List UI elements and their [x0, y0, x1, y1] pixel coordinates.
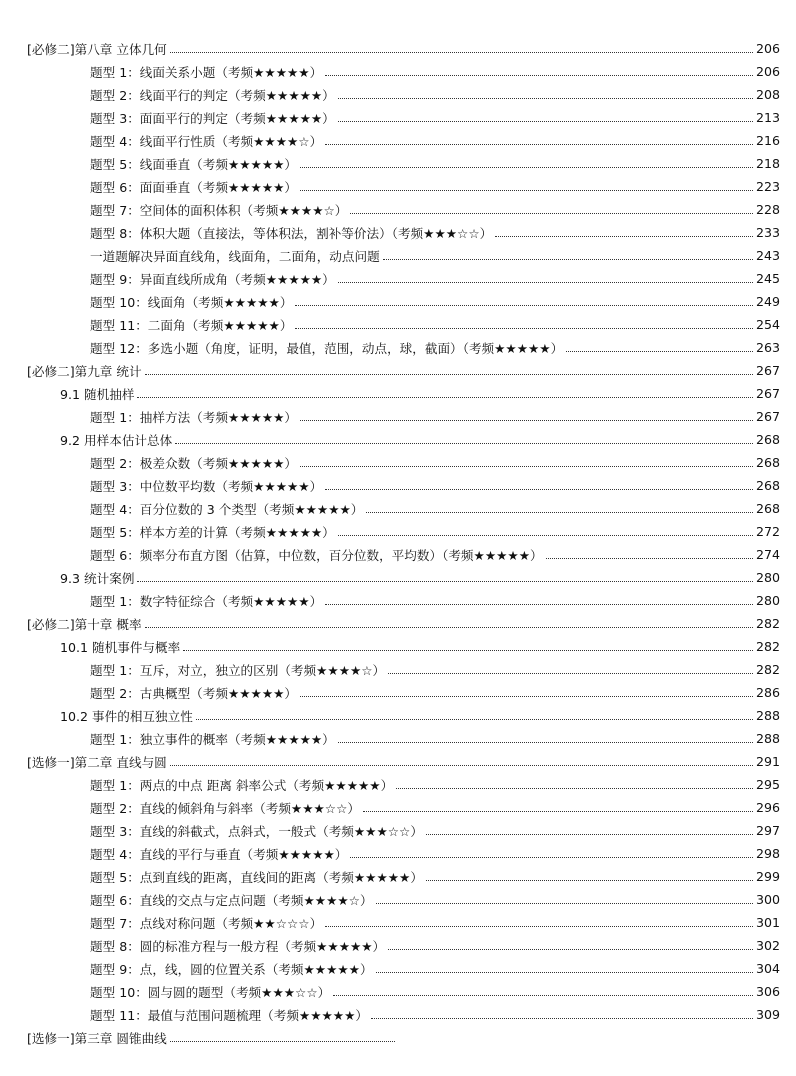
toc-question-type-entry[interactable] [0, 313, 796, 336]
toc-entry-page-number: 299 [756, 869, 781, 884]
dot-leader [350, 212, 753, 214]
toc-question-type-entry[interactable] [0, 1003, 796, 1026]
toc-entry-title: 题型 9：点，线，圆的位置关系（考频★★★★★） [90, 962, 373, 977]
dot-leader [383, 258, 753, 260]
toc-question-type-entry[interactable] [0, 980, 796, 1003]
toc-entry-title: 题型 1：独立事件的概率（考频★★★★★） [90, 732, 335, 747]
dot-leader [396, 787, 753, 789]
toc-entry-title: 题型 5：线面垂直（考频★★★★★） [90, 157, 297, 172]
toc-entry-page-number: 288 [756, 731, 781, 746]
toc-question-type-entry[interactable] [0, 957, 796, 980]
toc-entry-page-number: 208 [756, 87, 781, 102]
toc-entry-page-number: 282 [756, 616, 781, 631]
toc-entry-title: 9.3 统计案例 [60, 571, 135, 586]
toc-entry-title: 题型 3：直线的斜截式，点斜式，一般式（考频★★★☆☆） [90, 824, 423, 839]
dot-leader [196, 718, 753, 720]
toc-entry-title: 题型 6：直线的交点与定点问题（考频★★★★☆） [90, 893, 373, 908]
toc-entry-page-number: 218 [756, 156, 781, 171]
toc-entry-page-number: 268 [756, 432, 781, 447]
toc-question-type-entry[interactable] [0, 520, 796, 543]
toc-entry-page-number: 267 [756, 363, 781, 378]
toc-entry-title: 题型 5：点到直线的距离，直线间的距离（考频★★★★★） [90, 870, 423, 885]
toc-entry-title: [选修一]第三章 圆锥曲线 [27, 1031, 167, 1046]
toc-entry-title: 题型 11：最值与范围问题梳理（考频★★★★★） [90, 1008, 368, 1023]
toc-entry-title: 题型 1：互斥，对立，独立的区别（考频★★★★☆） [90, 663, 386, 678]
toc-entry-page-number: 272 [756, 524, 781, 539]
toc-entry-page-number: 282 [756, 639, 781, 654]
dot-leader [175, 442, 753, 444]
toc-entry-title: 9.2 用样本估计总体 [60, 433, 173, 448]
toc-question-type-entry[interactable] [0, 290, 796, 313]
dot-leader [495, 235, 753, 237]
toc-question-type-entry[interactable] [0, 451, 796, 474]
dot-leader [170, 51, 753, 53]
toc-chapter-entry[interactable] [0, 359, 796, 382]
toc-entry-title: 题型 2：线面平行的判定（考频★★★★★） [90, 88, 335, 103]
toc-entry-title: 题型 1：线面关系小题（考频★★★★★） [90, 65, 323, 80]
toc-question-type-entry[interactable] [0, 175, 796, 198]
dot-leader [426, 879, 753, 881]
dot-leader [388, 672, 753, 674]
toc-section-entry[interactable] [0, 382, 796, 405]
toc-entry-page-number: 282 [756, 662, 781, 677]
toc-entry-title: 一道题解决异面直线角，线面角，二面角，动点问题 [90, 249, 380, 264]
toc-entry-page-number: 267 [756, 409, 781, 424]
toc-entry-page-number: 286 [756, 685, 781, 700]
toc-question-type-entry[interactable] [0, 244, 796, 267]
toc-question-type-entry[interactable] [0, 83, 796, 106]
toc-entry-page-number: 309 [756, 1007, 781, 1022]
toc-entry-page-number: 306 [756, 984, 781, 999]
toc-question-type-entry[interactable] [0, 819, 796, 842]
toc-entry-page-number: 267 [756, 386, 781, 401]
toc-chapter-entry[interactable] [0, 37, 796, 60]
toc-entry-title: 题型 10：圆与圆的题型（考频★★★☆☆） [90, 985, 331, 1000]
dot-leader [333, 994, 753, 996]
dot-leader [325, 488, 753, 490]
toc-entry-title: 题型 7：点线对称问题（考频★★☆☆☆） [90, 916, 323, 931]
toc-entry-title: 题型 7：空间体的面积体积（考频★★★★☆） [90, 203, 348, 218]
toc-section-entry[interactable] [0, 428, 796, 451]
toc-entry-title: 题型 4：线面平行性质（考频★★★★☆） [90, 134, 323, 149]
toc-entry-title: 题型 3：中位数平均数（考频★★★★★） [90, 479, 323, 494]
toc-question-type-entry[interactable] [0, 681, 796, 704]
toc-question-type-entry[interactable] [0, 336, 796, 359]
toc-entry-page-number: 296 [756, 800, 781, 815]
toc-entry-title: 题型 1：两点的中点 距离 斜率公式（考频★★★★★） [90, 778, 394, 793]
toc-entry-title: 题型 2：直线的倾斜角与斜率（考频★★★☆☆） [90, 801, 360, 816]
dot-leader [325, 74, 753, 76]
toc-entry-page-number: 216 [756, 133, 781, 148]
toc-entry-page-number: 249 [756, 294, 781, 309]
toc-question-type-entry[interactable] [0, 842, 796, 865]
toc-entry-title: 题型 1：抽样方法（考频★★★★★） [90, 410, 297, 425]
toc-question-type-entry[interactable] [0, 198, 796, 221]
toc-entry-page-number: 228 [756, 202, 781, 217]
toc-entry-title: 题型 11：二面角（考频★★★★★） [90, 318, 293, 333]
toc-entry-title: 题型 4：直线的平行与垂直（考频★★★★★） [90, 847, 348, 862]
toc-entry-title: 题型 2：古典概型（考频★★★★★） [90, 686, 297, 701]
toc-entry-title: 题型 1：数字特征综合（考频★★★★★） [90, 594, 323, 609]
dot-leader [170, 1040, 395, 1042]
toc-question-type-entry[interactable] [0, 106, 796, 129]
toc-entry-page-number: 301 [756, 915, 781, 930]
toc-entry-page-number: 268 [756, 501, 781, 516]
toc-entry-title: 题型 6：面面垂直（考频★★★★★） [90, 180, 297, 195]
dot-leader [300, 419, 753, 421]
toc-question-type-entry[interactable] [0, 589, 796, 612]
toc-entry-title: 10.1 随机事件与概率 [60, 640, 181, 655]
dot-leader [338, 120, 753, 122]
dot-leader [300, 166, 753, 168]
toc-entry-title: 10.2 事件的相互独立性 [60, 709, 193, 724]
dot-leader [325, 143, 753, 145]
toc-question-type-entry[interactable] [0, 934, 796, 957]
toc-entry-title: [必修二]第十章 概率 [27, 617, 142, 632]
toc-entry-title: 题型 4：百分位数的 3 个类型（考频★★★★★） [90, 502, 364, 517]
toc-entry-page-number: 223 [756, 179, 781, 194]
dot-leader [145, 626, 753, 628]
toc-question-type-entry[interactable] [0, 152, 796, 175]
toc-entry-page-number: 302 [756, 938, 781, 953]
dot-leader [300, 189, 753, 191]
toc-chapter-entry[interactable] [0, 750, 796, 773]
toc-entry-page-number: 243 [756, 248, 781, 263]
toc-entry-page-number: 280 [756, 593, 781, 608]
dot-leader [137, 396, 753, 398]
toc-question-type-entry[interactable] [0, 497, 796, 520]
toc-question-type-entry[interactable] [0, 221, 796, 244]
toc-entry-page-number: 263 [756, 340, 781, 355]
toc-question-type-entry[interactable] [0, 267, 796, 290]
toc-question-type-entry[interactable] [0, 911, 796, 934]
toc-question-type-entry[interactable] [0, 865, 796, 888]
dot-leader [338, 741, 753, 743]
dot-leader [325, 603, 753, 605]
toc-question-type-entry[interactable] [0, 773, 796, 796]
dot-leader [338, 97, 753, 99]
toc-question-type-entry[interactable] [0, 888, 796, 911]
toc-entry-page-number: 213 [756, 110, 781, 125]
toc-chapter-entry[interactable] [0, 612, 796, 635]
toc-question-type-entry[interactable] [0, 405, 796, 428]
dot-leader [426, 833, 753, 835]
dot-leader [295, 304, 753, 306]
dot-leader [295, 327, 753, 329]
dot-leader [376, 902, 753, 904]
toc-entry-page-number: 295 [756, 777, 781, 792]
toc-entry-title: 题型 8：圆的标准方程与一般方程（考频★★★★★） [90, 939, 386, 954]
dot-leader [145, 373, 753, 375]
toc-section-entry[interactable] [0, 704, 796, 727]
dot-leader [183, 649, 753, 651]
dot-leader [388, 948, 753, 950]
dot-leader [338, 534, 753, 536]
toc-entry-title: 9.1 随机抽样 [60, 387, 135, 402]
toc-question-type-entry[interactable] [0, 543, 796, 566]
toc-entry-page-number: 233 [756, 225, 781, 240]
toc-question-type-entry[interactable] [0, 796, 796, 819]
toc-question-type-entry[interactable] [0, 129, 796, 152]
dot-leader [325, 925, 753, 927]
toc-entry-page-number: 274 [756, 547, 781, 562]
toc-section-entry[interactable] [0, 566, 796, 589]
toc-entry-title: 题型 2：极差众数（考频★★★★★） [90, 456, 297, 471]
toc-entry-page-number: 288 [756, 708, 781, 723]
toc-entry-title: [必修二]第九章 统计 [27, 364, 142, 379]
toc-entry-page-number: 280 [756, 570, 781, 585]
dot-leader [546, 557, 753, 559]
toc-entry-title: 题型 3：面面平行的判定（考频★★★★★） [90, 111, 335, 126]
toc-section-entry[interactable] [0, 635, 796, 658]
toc-entry-title: 题型 8：体积大题（直接法，等体积法，割补等价法）（考频★★★☆☆） [90, 226, 493, 241]
toc-entry-page-number: 291 [756, 754, 781, 769]
dot-leader [376, 971, 753, 973]
toc-entry-title: [必修二]第八章 立体几何 [27, 42, 167, 57]
dot-leader [170, 764, 753, 766]
toc-entry-title: 题型 6：频率分布直方图（估算，中位数，百分位数，平均数）（考频★★★★★） [90, 548, 543, 563]
toc-question-type-entry[interactable] [0, 727, 796, 750]
dot-leader [371, 1017, 753, 1019]
toc-entry-page-number: 206 [756, 64, 781, 79]
toc-entry-title: 题型 9：异面直线所成角（考频★★★★★） [90, 272, 335, 287]
dot-leader [350, 856, 753, 858]
dot-leader [566, 350, 753, 352]
toc-question-type-entry[interactable] [0, 658, 796, 681]
toc-entry-page-number: 206 [756, 41, 781, 56]
toc-entry-page-number: 268 [756, 478, 781, 493]
dot-leader [338, 281, 753, 283]
toc-entry-title: [选修一]第二章 直线与圆 [27, 755, 167, 770]
toc-question-type-entry[interactable] [0, 474, 796, 497]
toc-entry-page-number: 298 [756, 846, 781, 861]
toc-question-type-entry[interactable] [0, 60, 796, 83]
toc-entry-title: 题型 12：多选小题（角度，证明，最值，范围，动点，球，截面）（考频★★★★★） [90, 341, 564, 356]
dot-leader [300, 695, 753, 697]
toc-entry-page-number: 297 [756, 823, 781, 838]
toc-entry-page-number: 268 [756, 455, 781, 470]
toc-entry-page-number: 300 [756, 892, 781, 907]
dot-leader [300, 465, 753, 467]
toc-entry-page-number: 245 [756, 271, 781, 286]
toc-entry-title: 题型 10：线面角（考频★★★★★） [90, 295, 293, 310]
toc-entry-page-number: 304 [756, 961, 781, 976]
dot-leader [366, 511, 753, 513]
toc-entry-page-number: 254 [756, 317, 781, 332]
toc-chapter-entry[interactable] [0, 1026, 796, 1049]
dot-leader [363, 810, 753, 812]
toc-entry-title: 题型 5：样本方差的计算（考频★★★★★） [90, 525, 335, 540]
dot-leader [137, 580, 753, 582]
